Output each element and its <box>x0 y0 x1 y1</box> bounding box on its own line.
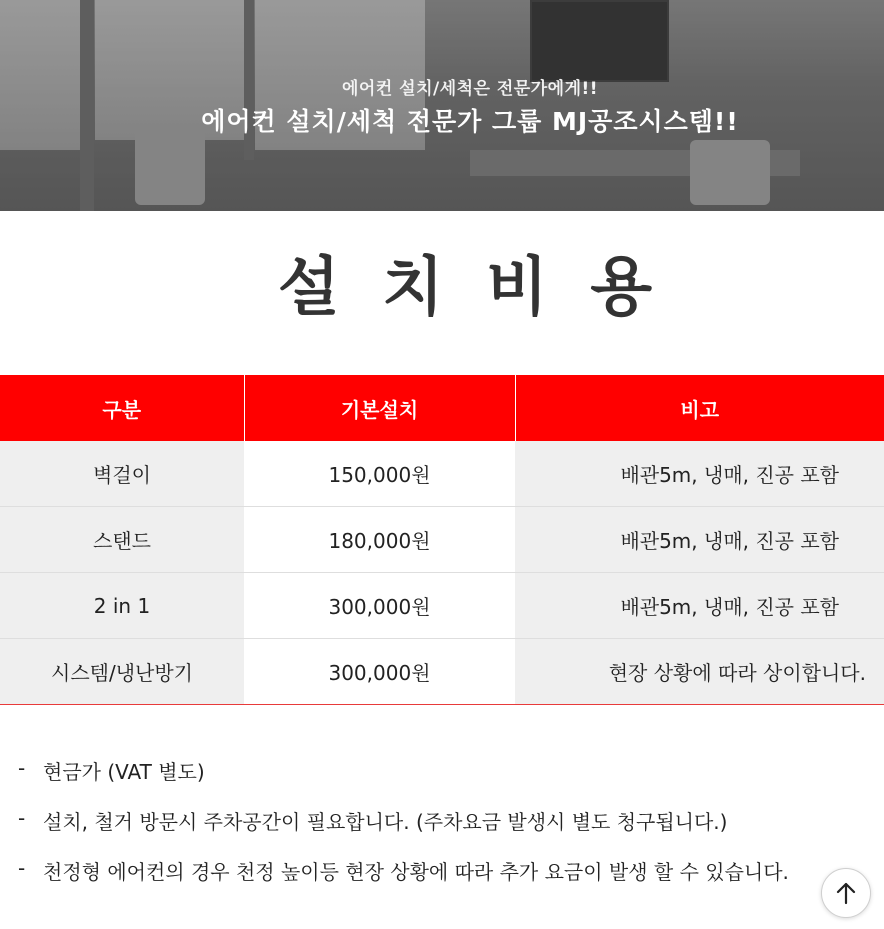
cell-price: 300,000원 <box>244 639 515 705</box>
cell-price: 300,000원 <box>244 573 515 639</box>
price-table <box>0 375 884 705</box>
note-item <box>18 856 858 906</box>
note-text: 현금가 (VAT 별도) <box>43 760 205 784</box>
note-dash: - <box>18 756 26 780</box>
table-header-row <box>0 375 884 441</box>
note-item <box>18 806 858 856</box>
note-dash: - <box>18 806 26 830</box>
note-item <box>18 756 858 806</box>
hero-title: 에어컨 설치/세척 전문가 그룹 MJ공조시스템!! <box>201 107 739 136</box>
cell-note: 배관5m, 냉매, 진공 포함 <box>515 573 884 639</box>
notes-list <box>18 756 858 906</box>
column-header-type: 구분 <box>0 375 244 441</box>
scroll-top-button[interactable] <box>821 868 871 918</box>
cell-note: 배관5m, 냉매, 진공 포함 <box>515 441 884 507</box>
hero-subtitle: 에어컨 설치/세척은 전문가에게!! <box>341 79 599 99</box>
cell-type: 시스템/냉난방기 <box>0 639 244 705</box>
hero-banner <box>0 0 884 211</box>
column-header-note: 비고 <box>515 375 884 441</box>
cell-type: 2 in 1 <box>0 573 244 639</box>
column-header-price: 기본설치 <box>244 375 515 441</box>
table-row <box>0 507 884 573</box>
cell-type: 벽걸이 <box>0 441 244 507</box>
note-text: 천정형 에어컨의 경우 천정 높이등 현장 상황에 따라 추가 요금이 발생 할 수 있습니다. <box>43 860 789 884</box>
cell-price: 180,000원 <box>244 507 515 573</box>
section-title: 설 치 비 용 <box>277 251 663 325</box>
cell-type: 스탠드 <box>0 507 244 573</box>
cell-note: 배관5m, 냉매, 진공 포함 <box>515 507 884 573</box>
note-dash: - <box>18 856 26 880</box>
table-row <box>0 639 884 705</box>
table-row <box>0 573 884 639</box>
arrow-up-icon <box>835 881 857 905</box>
table-row <box>0 441 884 507</box>
cell-price: 150,000원 <box>244 441 515 507</box>
cell-note: 현장 상황에 따라 상이합니다. <box>515 639 884 705</box>
note-text: 설치, 철거 방문시 주차공간이 필요합니다. (주차요금 발생시 별도 청구됩니다.) <box>43 810 728 834</box>
